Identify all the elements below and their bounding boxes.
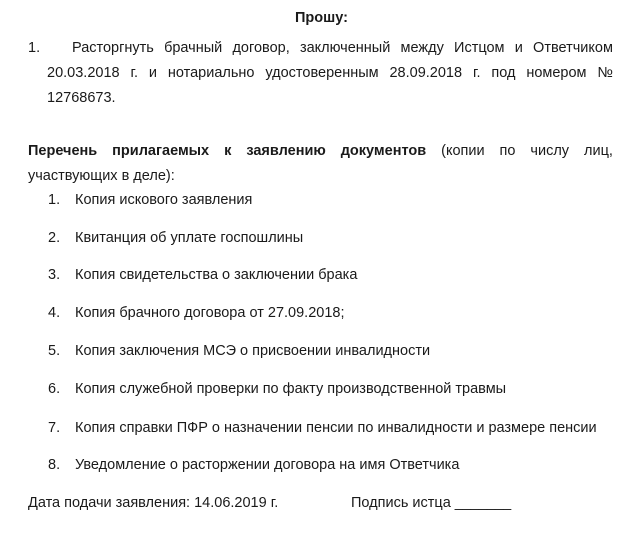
list-item-number: 5.: [48, 343, 61, 359]
request-number: 1.: [28, 40, 41, 56]
word: по: [499, 143, 516, 159]
word: Перечень: [28, 143, 98, 159]
list-item: [48, 192, 252, 208]
attachments-heading-cont: участвующих в деле):: [28, 168, 175, 184]
word: Расторгнуть: [72, 40, 154, 56]
list-item-text: Копия служебной проверки по факту производственной травмы: [75, 381, 507, 397]
word: 20.03.2018: [47, 65, 120, 81]
list-item: [48, 457, 459, 473]
word: удостоверенным: [265, 65, 379, 81]
request-line-2: [47, 65, 613, 81]
word: заключенный: [299, 40, 391, 56]
word: документов: [340, 143, 427, 159]
list-item-text: Копия искового заявления: [75, 192, 253, 208]
list-item: [48, 267, 357, 283]
list-item-number: 4.: [48, 305, 61, 321]
word: и: [514, 40, 523, 56]
document-heading: Прошу:: [295, 10, 348, 26]
list-item-text: Копия свидетельства о заключении брака: [75, 267, 358, 283]
list-item-number: 2.: [48, 230, 61, 246]
word: брачный: [164, 40, 223, 56]
word: (копии: [441, 143, 485, 159]
submission-date: Дата подачи заявления: 14.06.2019 г.: [28, 495, 279, 511]
word: 28.09.2018: [389, 65, 463, 81]
word: номером: [526, 65, 587, 81]
word: Истцом: [454, 40, 505, 56]
list-item: [48, 381, 506, 397]
word: лиц,: [584, 143, 613, 159]
word: №: [597, 65, 613, 81]
list-item-text: Копия справки ПФР о назначении пенсии по инвалидности и размере пенсии: [75, 420, 597, 436]
list-item-number: 6.: [48, 381, 61, 397]
list-item: [48, 230, 303, 246]
list-item-number: 8.: [48, 457, 61, 473]
word: договор,: [232, 40, 290, 56]
list-item: [48, 420, 597, 436]
plaintiff-signature: Подпись истца _______: [351, 495, 512, 511]
word: Ответчиком: [533, 40, 613, 56]
request-line-3: 12768673.: [47, 90, 116, 106]
word: г.: [130, 65, 139, 81]
list-item-number: 3.: [48, 267, 61, 283]
list-item: [48, 305, 344, 321]
word: и: [148, 65, 157, 81]
attachments-heading: [28, 143, 613, 159]
word: числу: [530, 143, 570, 159]
list-item-text: Квитанция об уплате госпошлины: [75, 230, 304, 246]
word: под: [491, 65, 516, 81]
word: заявлению: [246, 143, 326, 159]
word: прилагаемых: [112, 143, 210, 159]
word: между: [400, 40, 444, 56]
list-item-number: 1.: [48, 192, 61, 208]
list-item-number: 7.: [48, 420, 61, 436]
list-item: [48, 343, 430, 359]
word: г.: [472, 65, 481, 81]
request-line-1: [72, 40, 613, 56]
list-item-text: Копия брачного договора от 27.09.2018;: [75, 305, 345, 321]
word: нотариально: [167, 65, 255, 81]
list-item-text: Копия заключения МСЭ о присвоении инвалидности: [75, 343, 431, 359]
list-item-text: Уведомление о расторжении договора на имя Ответчика: [75, 457, 460, 473]
word: к: [224, 143, 232, 159]
